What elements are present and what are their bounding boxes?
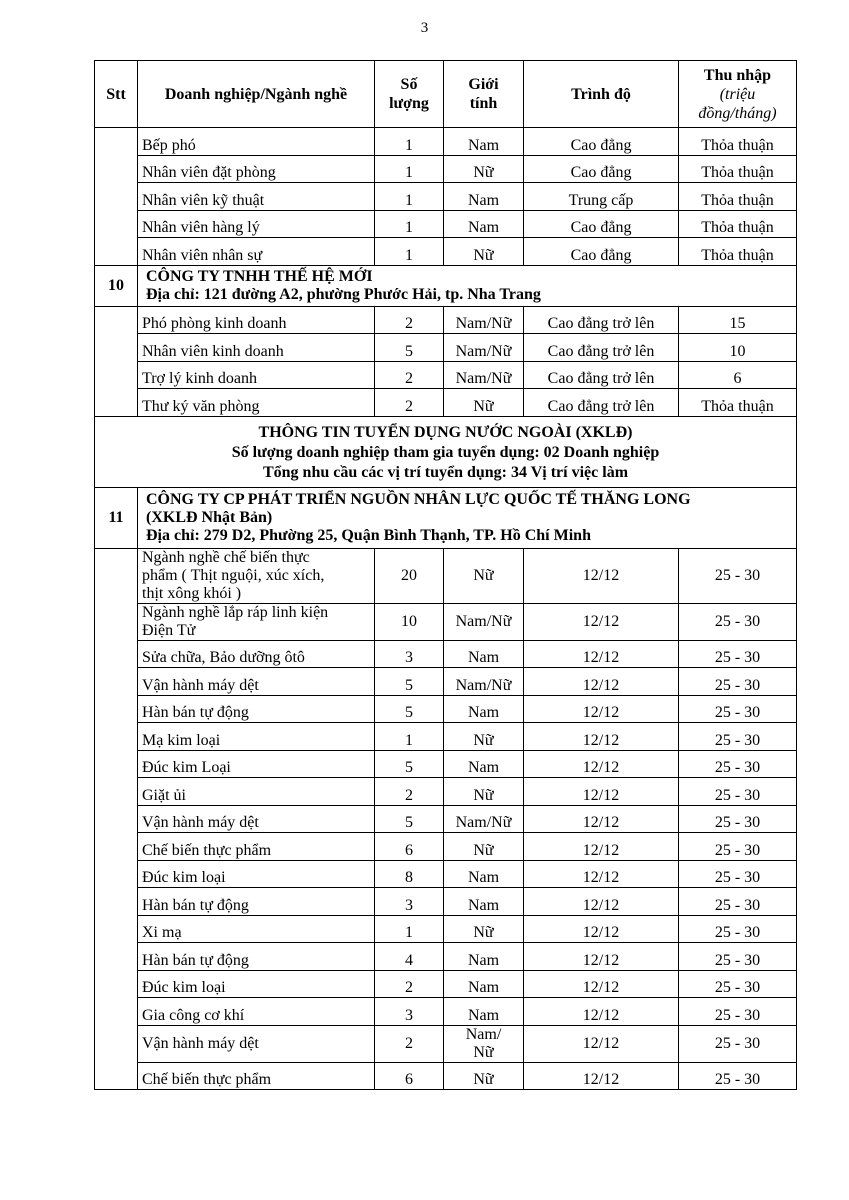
education-level: 12/12 [524, 833, 679, 861]
education-level: 12/12 [524, 998, 679, 1026]
gender: Nam/Nữ [444, 668, 524, 696]
education-level: Cao đẳng trở lên [524, 334, 679, 362]
table-row [95, 888, 797, 916]
job-title: Sửa chữa, Bảo dưỡng ôtô [138, 640, 375, 668]
table-row [95, 238, 797, 266]
quantity: 6 [375, 1062, 444, 1090]
job-title: Chế biến thực phẩm [138, 1062, 375, 1090]
quantity: 5 [375, 668, 444, 696]
income: Thỏa thuận [679, 183, 797, 211]
table-row [95, 640, 797, 668]
education-level: 12/12 [524, 548, 679, 603]
education-level: 12/12 [524, 805, 679, 833]
quantity: 8 [375, 860, 444, 888]
income: 25 - 30 [679, 915, 797, 943]
income: Thỏa thuận [679, 128, 797, 156]
gender: Nam [444, 210, 524, 238]
company-info: CÔNG TY CP PHÁT TRIỂN NGUỒN NHÂN LỰC QUỐC TẾ THĂNG LONG (XKLĐ Nhật Bản) Địa chỉ: 279 D2, Phường 25, Quận Bình Thạnh, TP. Hồ Chí Minh [138, 487, 797, 548]
income: Thỏa thuận [679, 155, 797, 183]
education-level: Cao đẳng trở lên [524, 306, 679, 334]
table-row [95, 943, 797, 971]
education-level: 12/12 [524, 603, 679, 640]
education-level: 12/12 [524, 668, 679, 696]
quantity: 3 [375, 998, 444, 1026]
gender: Nữ [444, 833, 524, 861]
quantity: 1 [375, 238, 444, 266]
education-level: 12/12 [524, 723, 679, 751]
gender: Nam/Nữ [444, 361, 524, 389]
stt-cell [95, 548, 138, 1090]
gender: Nam [444, 943, 524, 971]
quantity: 1 [375, 128, 444, 156]
stt-cell [95, 306, 138, 416]
job-title: Hàn bán tự động [138, 943, 375, 971]
gender: Nam [444, 970, 524, 998]
table-row [95, 361, 797, 389]
income: 25 - 30 [679, 640, 797, 668]
header-level: Trình độ [524, 61, 679, 128]
job-title: Bếp phó [138, 128, 375, 156]
education-level: 12/12 [524, 915, 679, 943]
gender: Nữ [444, 238, 524, 266]
recruitment-table [94, 60, 797, 1090]
gender: Nữ [444, 155, 524, 183]
job-title: Vận hành máy dệt [138, 1025, 375, 1062]
income: 25 - 30 [679, 998, 797, 1026]
income: Thỏa thuận [679, 238, 797, 266]
quantity: 1 [375, 210, 444, 238]
job-title: Nhân viên kinh doanh [138, 334, 375, 362]
job-title: Thư ký văn phòng [138, 389, 375, 417]
income: Thỏa thuận [679, 210, 797, 238]
table-row [95, 998, 797, 1026]
job-title: Xi mạ [138, 915, 375, 943]
education-level: Cao đẳng [524, 210, 679, 238]
income: 15 [679, 306, 797, 334]
company-row [95, 487, 797, 548]
job-title: Mạ kim loại [138, 723, 375, 751]
education-level: 12/12 [524, 695, 679, 723]
income: 25 - 30 [679, 603, 797, 640]
job-title: Trợ lý kinh doanh [138, 361, 375, 389]
job-title: Giặt ủi [138, 778, 375, 806]
table-row [95, 603, 797, 640]
table-row [95, 389, 797, 417]
company-info: CÔNG TY TNHH THẾ HỆ MỚI Địa chỉ: 121 đường A2, phường Phước Hải, tp. Nha Trang [138, 265, 797, 306]
quantity: 1 [375, 155, 444, 183]
table-row [95, 183, 797, 211]
income: 25 - 30 [679, 548, 797, 603]
education-level: Cao đẳng [524, 238, 679, 266]
quantity: 1 [375, 915, 444, 943]
table-row [95, 695, 797, 723]
job-title: Vận hành máy dệt [138, 668, 375, 696]
job-title: Gia công cơ khí [138, 998, 375, 1026]
gender: Nam [444, 183, 524, 211]
quantity: 5 [375, 750, 444, 778]
quantity: 2 [375, 361, 444, 389]
table-row [95, 1025, 797, 1062]
education-level: 12/12 [524, 1025, 679, 1062]
quantity: 1 [375, 183, 444, 211]
job-title: Nhân viên hàng lý [138, 210, 375, 238]
education-level: 12/12 [524, 860, 679, 888]
table-row [95, 833, 797, 861]
education-level: 12/12 [524, 970, 679, 998]
table-row [95, 548, 797, 603]
gender: Nam [444, 860, 524, 888]
education-level: Cao đẳng [524, 128, 679, 156]
job-title: Đúc kim loại [138, 860, 375, 888]
income: 25 - 30 [679, 750, 797, 778]
header-row [95, 61, 797, 128]
gender: Nữ [444, 548, 524, 603]
quantity: 5 [375, 334, 444, 362]
education-level: 12/12 [524, 888, 679, 916]
page-number: 3 [420, 20, 429, 36]
gender: Nữ [444, 1062, 524, 1090]
company-row [95, 265, 797, 306]
quantity: 5 [375, 805, 444, 833]
job-title: Chế biến thực phẩm [138, 833, 375, 861]
table-row [95, 915, 797, 943]
income: 25 - 30 [679, 943, 797, 971]
table-row [95, 723, 797, 751]
gender: Nữ [444, 915, 524, 943]
header-company: Doanh nghiệp/Ngành nghề [138, 61, 375, 128]
education-level: 12/12 [524, 778, 679, 806]
education-level: 12/12 [524, 1062, 679, 1090]
stt-cell [95, 128, 138, 266]
job-title: Nhân viên kỹ thuật [138, 183, 375, 211]
header-quantity: Số lượng [375, 61, 444, 128]
quantity: 1 [375, 723, 444, 751]
table-row [95, 668, 797, 696]
income: 25 - 30 [679, 888, 797, 916]
education-level: 12/12 [524, 750, 679, 778]
table-row [95, 210, 797, 238]
income: 25 - 30 [679, 833, 797, 861]
quantity: 6 [375, 833, 444, 861]
gender: Nữ [444, 389, 524, 417]
quantity: 3 [375, 640, 444, 668]
company-stt: 11 [95, 487, 138, 548]
education-level: Cao đẳng [524, 155, 679, 183]
gender: Nam/Nữ [444, 306, 524, 334]
education-level: Trung cấp [524, 183, 679, 211]
income: Thỏa thuận [679, 389, 797, 417]
table-row [95, 778, 797, 806]
gender: Nam/Nữ [444, 805, 524, 833]
table-row [95, 128, 797, 156]
gender: Nam [444, 998, 524, 1026]
income: 25 - 30 [679, 723, 797, 751]
gender: Nam/Nữ [444, 603, 524, 640]
table-row [95, 155, 797, 183]
job-title: Hàn bán tự động [138, 888, 375, 916]
job-title: Phó phòng kinh doanh [138, 306, 375, 334]
job-title: Ngành nghề lắp ráp linh kiện Điện Tử [138, 603, 375, 640]
gender: Nam [444, 640, 524, 668]
table-row [95, 750, 797, 778]
income: 10 [679, 334, 797, 362]
quantity: 4 [375, 943, 444, 971]
quantity: 5 [375, 695, 444, 723]
income: 25 - 30 [679, 970, 797, 998]
gender: Nam [444, 750, 524, 778]
quantity: 2 [375, 306, 444, 334]
foreign-recruitment-info: THÔNG TIN TUYỂN DỤNG NƯỚC NGOÀI (XKLĐ) Số lượng doanh nghiệp tham gia tuyển dụng: 02 Doanh nghiệp Tổng nhu cầu các vị trí tuyển dụng: 34 Vị trí việc làm [95, 416, 797, 487]
table-row [95, 970, 797, 998]
quantity: 2 [375, 1025, 444, 1062]
gender: Nam [444, 888, 524, 916]
income: 25 - 30 [679, 695, 797, 723]
job-title: Đúc kim Loại [138, 750, 375, 778]
company-stt: 10 [95, 265, 138, 306]
job-title: Nhân viên nhân sự [138, 238, 375, 266]
table-row [95, 860, 797, 888]
gender: Nam/Nữ [444, 334, 524, 362]
quantity: 2 [375, 778, 444, 806]
income: 25 - 30 [679, 805, 797, 833]
job-title: Hàn bán tự động [138, 695, 375, 723]
job-title: Ngành nghề chế biến thực phẩm ( Thịt nguội, xúc xích, thịt xông khói ) [138, 548, 375, 603]
income: 25 - 30 [679, 1062, 797, 1090]
quantity: 3 [375, 888, 444, 916]
income: 6 [679, 361, 797, 389]
header-income: Thu nhập (triệu đồng/tháng) [679, 61, 797, 128]
quantity: 2 [375, 389, 444, 417]
job-title: Nhân viên đặt phòng [138, 155, 375, 183]
header-gender: Giới tính [444, 61, 524, 128]
gender: Nữ [444, 778, 524, 806]
education-level: 12/12 [524, 640, 679, 668]
education-level: Cao đẳng trở lên [524, 361, 679, 389]
gender: Nữ [444, 723, 524, 751]
section-row [95, 416, 797, 487]
table-row [95, 1062, 797, 1090]
job-title: Đúc kim loại [138, 970, 375, 998]
job-title: Vận hành máy dệt [138, 805, 375, 833]
gender: Nam [444, 695, 524, 723]
education-level: Cao đẳng trở lên [524, 389, 679, 417]
income: 25 - 30 [679, 860, 797, 888]
table-row [95, 306, 797, 334]
income: 25 - 30 [679, 668, 797, 696]
income: 25 - 30 [679, 778, 797, 806]
income: 25 - 30 [679, 1025, 797, 1062]
quantity: 2 [375, 970, 444, 998]
education-level: 12/12 [524, 943, 679, 971]
table-row [95, 805, 797, 833]
quantity: 20 [375, 548, 444, 603]
quantity: 10 [375, 603, 444, 640]
header-stt: Stt [95, 61, 138, 128]
table-row [95, 334, 797, 362]
gender: Nam/ Nữ [444, 1025, 524, 1062]
gender: Nam [444, 128, 524, 156]
